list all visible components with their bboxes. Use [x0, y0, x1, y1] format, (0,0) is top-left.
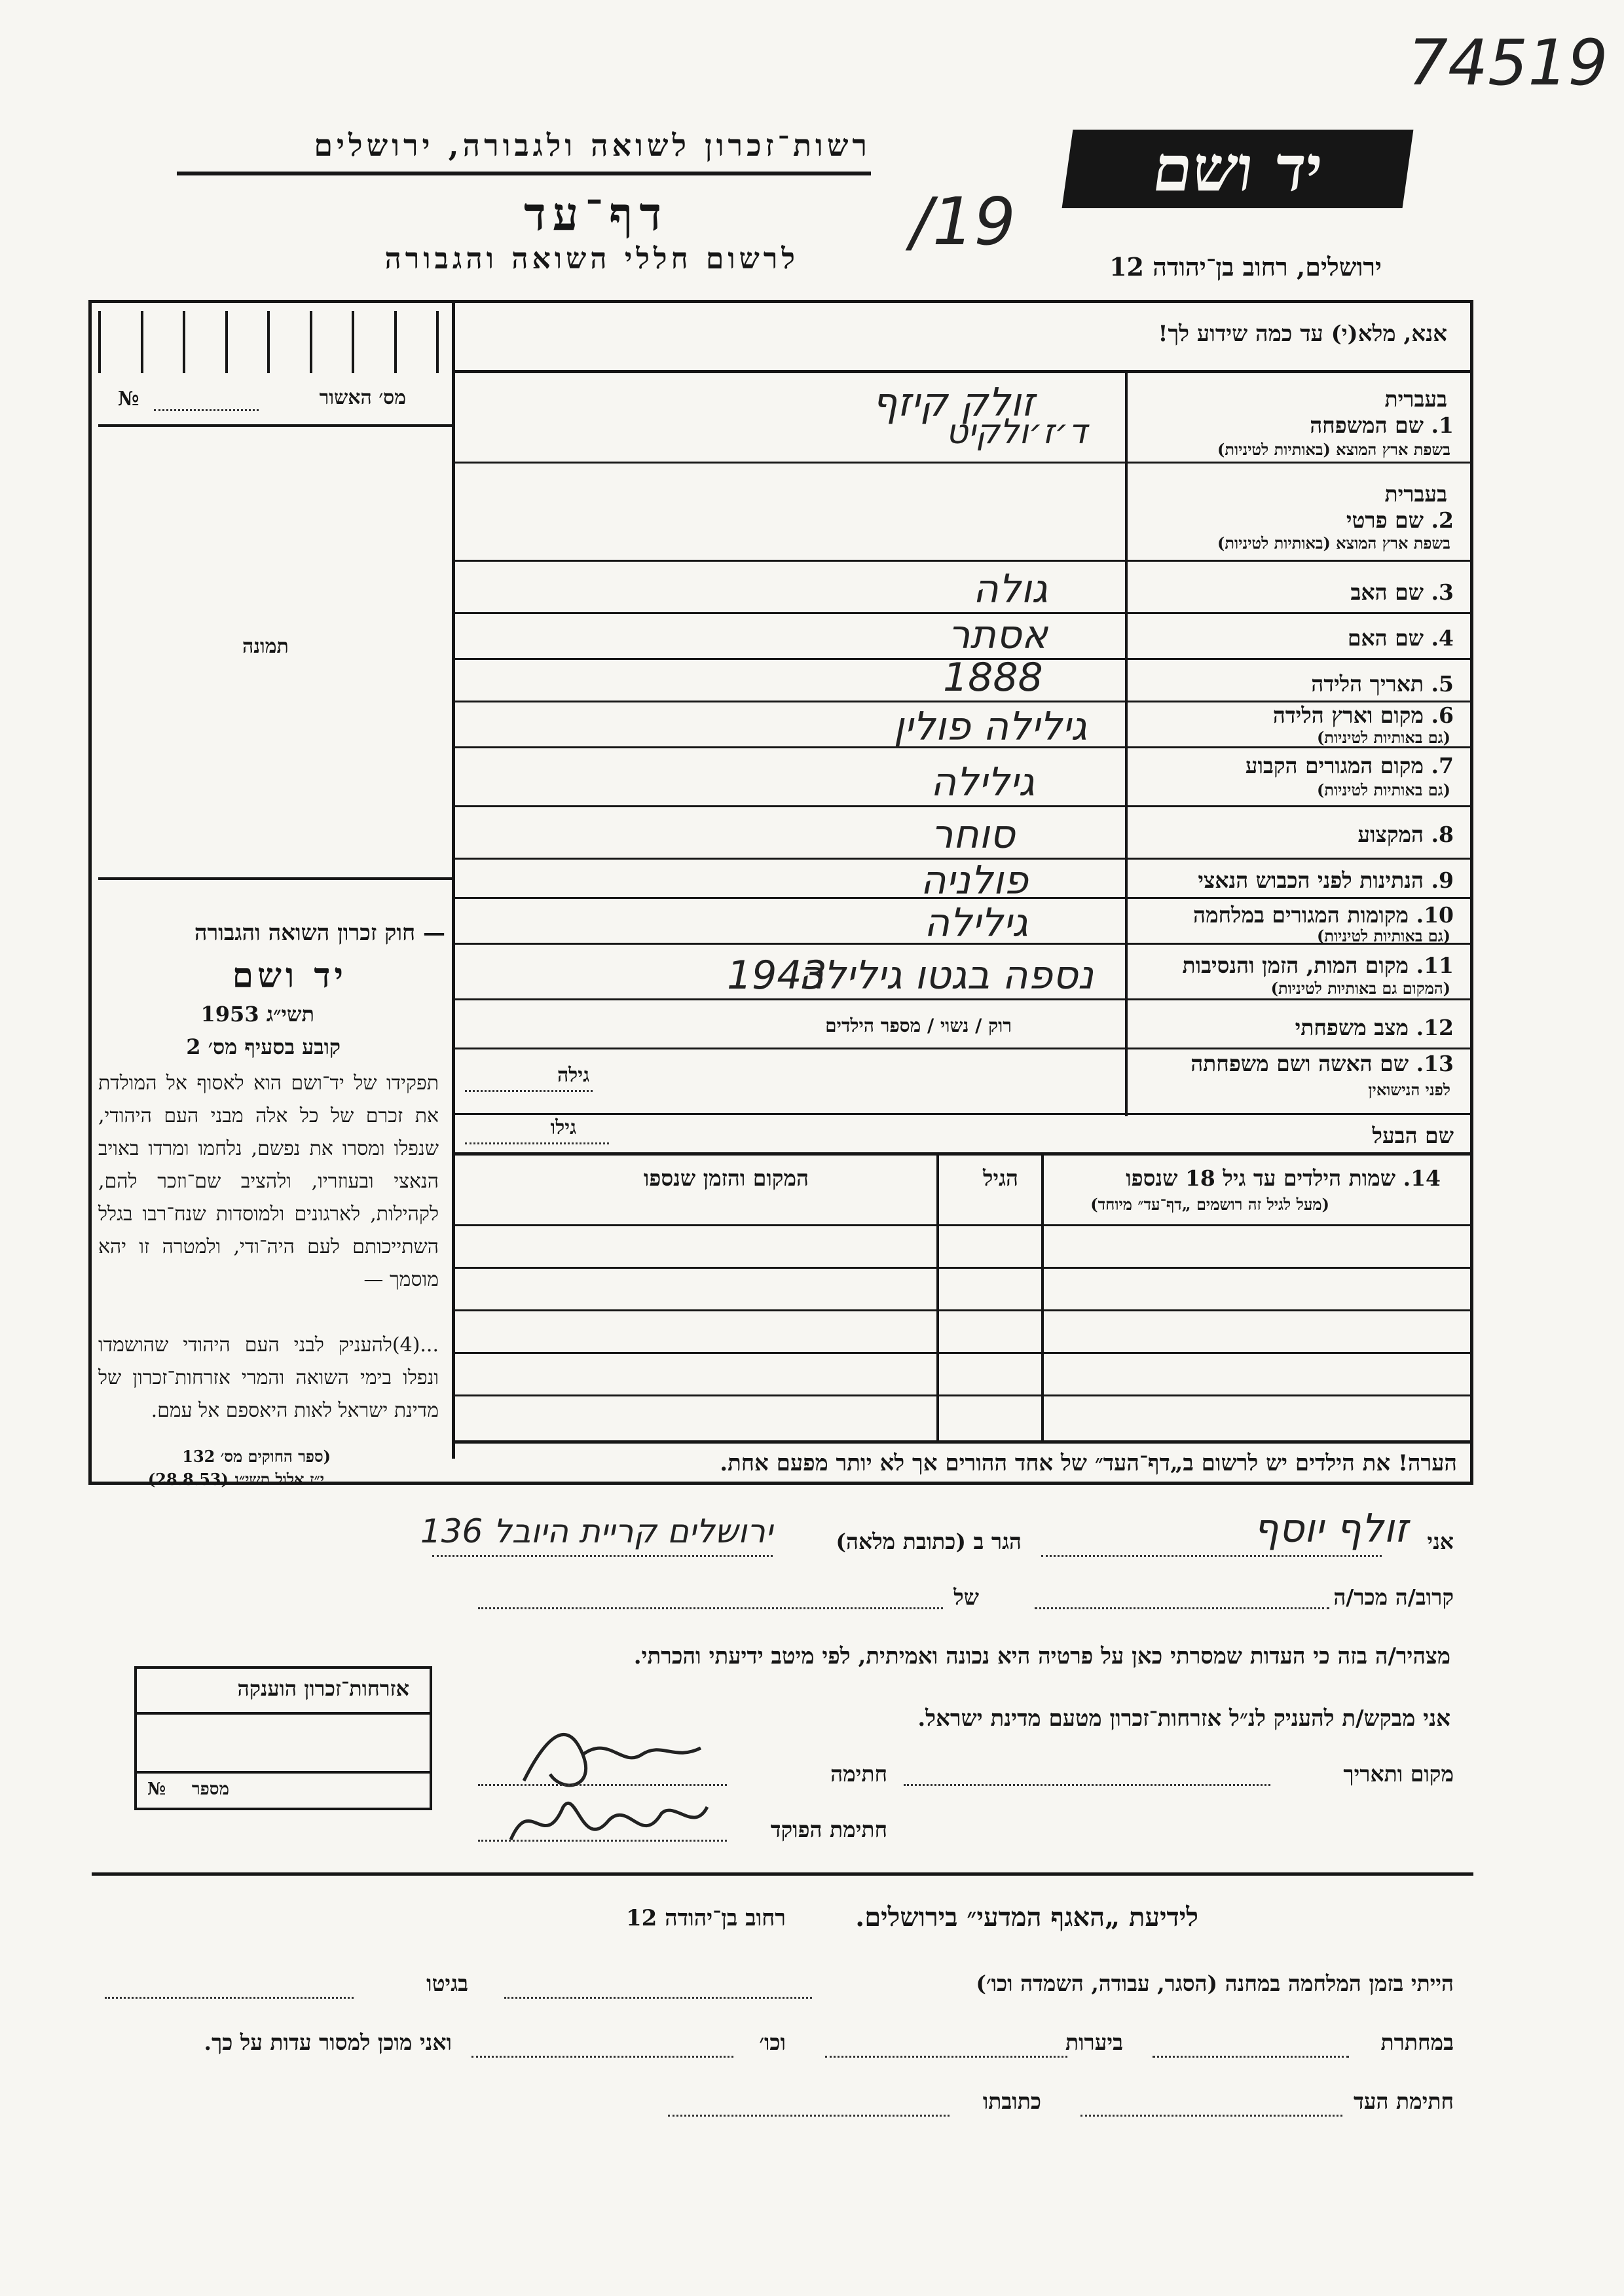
field-4-value[interactable]: אסתר — [948, 612, 1048, 658]
signature-label: חתימה — [830, 1761, 887, 1787]
witness-signature-label: חתימת העד — [1353, 2088, 1454, 2114]
children-col-divider-2 — [936, 1152, 939, 1440]
field-7-sub: (גם באותיות לטיניות) — [1316, 780, 1450, 799]
field-1-lang: בעברית — [1384, 386, 1447, 412]
declaration-statement: מצהיר/ה בזה כי העדות שמסרתי כאן על פרטיה היא נכונה ואמיתית, לפי מיטב ידיעתי והכרתי. — [633, 1643, 1450, 1669]
archive-address: רחוב בן־יהודה 12 — [625, 1905, 786, 1931]
etc-label: וכו׳ — [759, 2030, 786, 2055]
photo-label: תמונה — [242, 635, 289, 658]
field-6-value[interactable]: גילילה פולין — [893, 704, 1087, 750]
children-label: 14. שמות הילדים עד גיל 18 שנספו — [1126, 1165, 1441, 1191]
officer-signature-icon — [498, 1781, 720, 1866]
field-13-sub: לפני הנישואין — [1368, 1080, 1450, 1099]
approval-rule — [98, 424, 452, 427]
law-text-2: ...(4)להעניק לבני העם היהודי שהושמדו ונפלו בימי השואה והמרי אזרחות־זכרון של מדינת ישראל לאות היאספם אל עמם. — [98, 1334, 439, 1422]
ready-label: ואני מוכן למסור עדות על כך. — [204, 2030, 452, 2055]
resides-value[interactable]: ירושלים קריית היובל 136 — [420, 1512, 773, 1550]
children-col-place: המקום והזמן שנספו — [643, 1165, 809, 1191]
section-separator — [92, 1872, 1473, 1876]
field-7-label: 7. מקום המגורים הקבוע — [1245, 753, 1454, 778]
declarant-name[interactable]: זולף יוסף — [1253, 1506, 1408, 1552]
forests-label: ביערות — [1065, 2030, 1123, 2055]
law-name: יד ושם — [232, 956, 347, 996]
field-12-label: 12. מצב משפחתי — [1295, 1015, 1454, 1040]
husband-value[interactable]: גילו — [550, 1116, 576, 1139]
field-12-options[interactable]: רוק / נשוי / מספר הילדים — [825, 1015, 1012, 1036]
declarant-label: אני — [1427, 1529, 1454, 1554]
field-6-label: 6. מקום וארץ הלידה — [1272, 702, 1454, 728]
field-11-label: 11. מקום המות, הזמן והנסיבות — [1182, 953, 1454, 978]
photo-rule — [98, 877, 452, 880]
field-9-label: 9. הנתינות לפני הכבוש הנאצי — [1198, 867, 1454, 893]
approval-label: מס׳ האשור — [319, 386, 406, 409]
field-5-value[interactable]: 1888 — [943, 655, 1043, 701]
declaration-request: אני מבקש/ת להעניק לנ״ל אזרחות־זכרון מטעם מדינת ישראל. — [917, 1705, 1450, 1732]
field-8-label: 8. המקצוע — [1357, 822, 1454, 847]
form-subtitle: לרשום חללי השואה והגבורה — [384, 242, 799, 276]
field-2-sub: בשפת ארץ המוצא (באותיות לטיניות) — [1217, 534, 1450, 553]
header-rule — [177, 172, 871, 175]
field-11-year[interactable]: 1943 — [727, 953, 827, 998]
children-col-age: הגיל — [983, 1165, 1018, 1191]
ghetto-label: בגיטו — [426, 1971, 468, 1996]
address: ירושלים, רחוב בן־יהודה 12 — [1109, 252, 1382, 282]
field-10-sub: (גם באותיות לטיניות) — [1316, 926, 1450, 945]
field-10-label: 10. מקומות המגורים במלחמה — [1192, 902, 1454, 928]
field-1-value[interactable]: זולק קיזף — [872, 380, 1035, 426]
citizenship-number-sign: № — [147, 1779, 166, 1799]
law-year: תשי״ג 1953 — [200, 1002, 314, 1027]
field-8-value[interactable]: סוחר — [931, 812, 1015, 858]
archive-title: לידיעת „האגף המדעי״ בירושלים. — [855, 1902, 1198, 1933]
resides-label: הגר ב (כתובת מלאה) — [836, 1529, 1022, 1554]
underground-label: במחתרת — [1380, 2030, 1454, 2055]
archive-line1: הייתי בזמן המלחמה במחנה (הסגר, עבודה, השמדה וכו׳) — [976, 1971, 1454, 1996]
office-tick-boxes — [98, 311, 439, 373]
children-note: הערה! את הילדים יש לרשום ב„דף־העד״ של אחד ההורים אך לא יותר מפעם אחת. — [720, 1450, 1457, 1476]
field-9-value[interactable]: פולניה — [920, 858, 1028, 903]
law-title: — חוק זכרון השואה והגבורה — [194, 920, 445, 946]
field-7-value[interactable]: גילילה — [931, 759, 1035, 805]
place-date-label: מקום ותאריך — [1343, 1761, 1454, 1787]
field-1-sub: בשפת ארץ המוצא (באותיות לטיניות) — [1217, 440, 1450, 459]
label-column-divider — [1125, 373, 1128, 1116]
field-2-label: 2. שם פרטי — [1346, 507, 1454, 533]
instruction-rule — [455, 370, 1473, 373]
field-1-value-latin[interactable]: ד׳ז׳ולקיט — [946, 412, 1087, 452]
instruction: אנא, מלא(י) עד כמה שידוע לך! — [1158, 321, 1447, 347]
yad-vashem-logo: יד ושם — [1062, 130, 1414, 208]
of-label: של — [953, 1584, 979, 1610]
law-text: תפקידו של יד־ושם הוא לאסוף אל המולדת את זכרם של כל אלה מבני העם היהודי, שנפלו ומסרו את נפשם, נלחמו ומרדו באויב הנאצי ובעוזריו, ולהציב שם־וזכר להם, לקהילות, לארגונים ולמוסדות שנח־רבו בגלל השתייכותם לעם היה־ודי, ולמטרה זו יהא מוסמך — — [98, 1072, 439, 1291]
field-5-label: 5. תאריך הלידה — [1311, 671, 1454, 697]
field-3-label: 3. שם האב — [1350, 579, 1454, 605]
field-11-sub: (המקום גם באותיות לטיניות) — [1270, 979, 1450, 998]
relative-label: קרוב/ה מכר/ה — [1333, 1584, 1454, 1610]
approval-field[interactable] — [154, 409, 259, 411]
law-footnote-2: י״ז אלול תשי״ג (28.8.53) — [147, 1470, 324, 1489]
field-11-value[interactable]: נספה בגטו גילילה — [798, 953, 1094, 998]
husband-label: שם הבעל — [1372, 1123, 1454, 1148]
law-footnote-1: (ספר החוקים מס׳ 132 — [182, 1447, 331, 1466]
field-3-value[interactable]: גולה — [972, 566, 1048, 612]
citizenship-box-title: אזרחות־זכרון הוענקה — [237, 1676, 409, 1701]
field-4-label: 4. שם האם — [1347, 625, 1454, 651]
approval-no-sign: № — [118, 388, 139, 410]
margin-mark: /19 — [910, 183, 1016, 260]
form-title: דף־עד — [523, 187, 668, 241]
field-10-value[interactable]: גילילה — [924, 900, 1028, 946]
witness-address-label: כתובתו — [982, 2088, 1041, 2114]
officer-signature-label: חתימת הפוקד — [770, 1817, 887, 1842]
citizenship-number-label: מספר — [191, 1779, 229, 1799]
left-column-divider — [452, 300, 455, 1459]
children-sub: (מעל לגיל זה רושמים „דף־עד״ מיוחד) — [1090, 1195, 1329, 1214]
field-13-label: 13. שם האשה ושם משפחתה — [1190, 1051, 1454, 1076]
law-section: קובע בסעיף מס׳ 2 — [186, 1034, 341, 1059]
field-13-value[interactable]: גילה — [557, 1064, 589, 1087]
children-col-divider-1 — [1041, 1152, 1044, 1440]
field-6-sub: (גם באותיות לטיניות) — [1316, 728, 1450, 747]
field-2-lang: בעברית — [1384, 481, 1447, 507]
authority-name: רשות־זכרון לשואה ולגבורה, ירושלים — [314, 128, 871, 163]
field-1-label: 1. שם המשפחה — [1310, 412, 1454, 438]
reference-number: 74519 — [1408, 26, 1608, 100]
